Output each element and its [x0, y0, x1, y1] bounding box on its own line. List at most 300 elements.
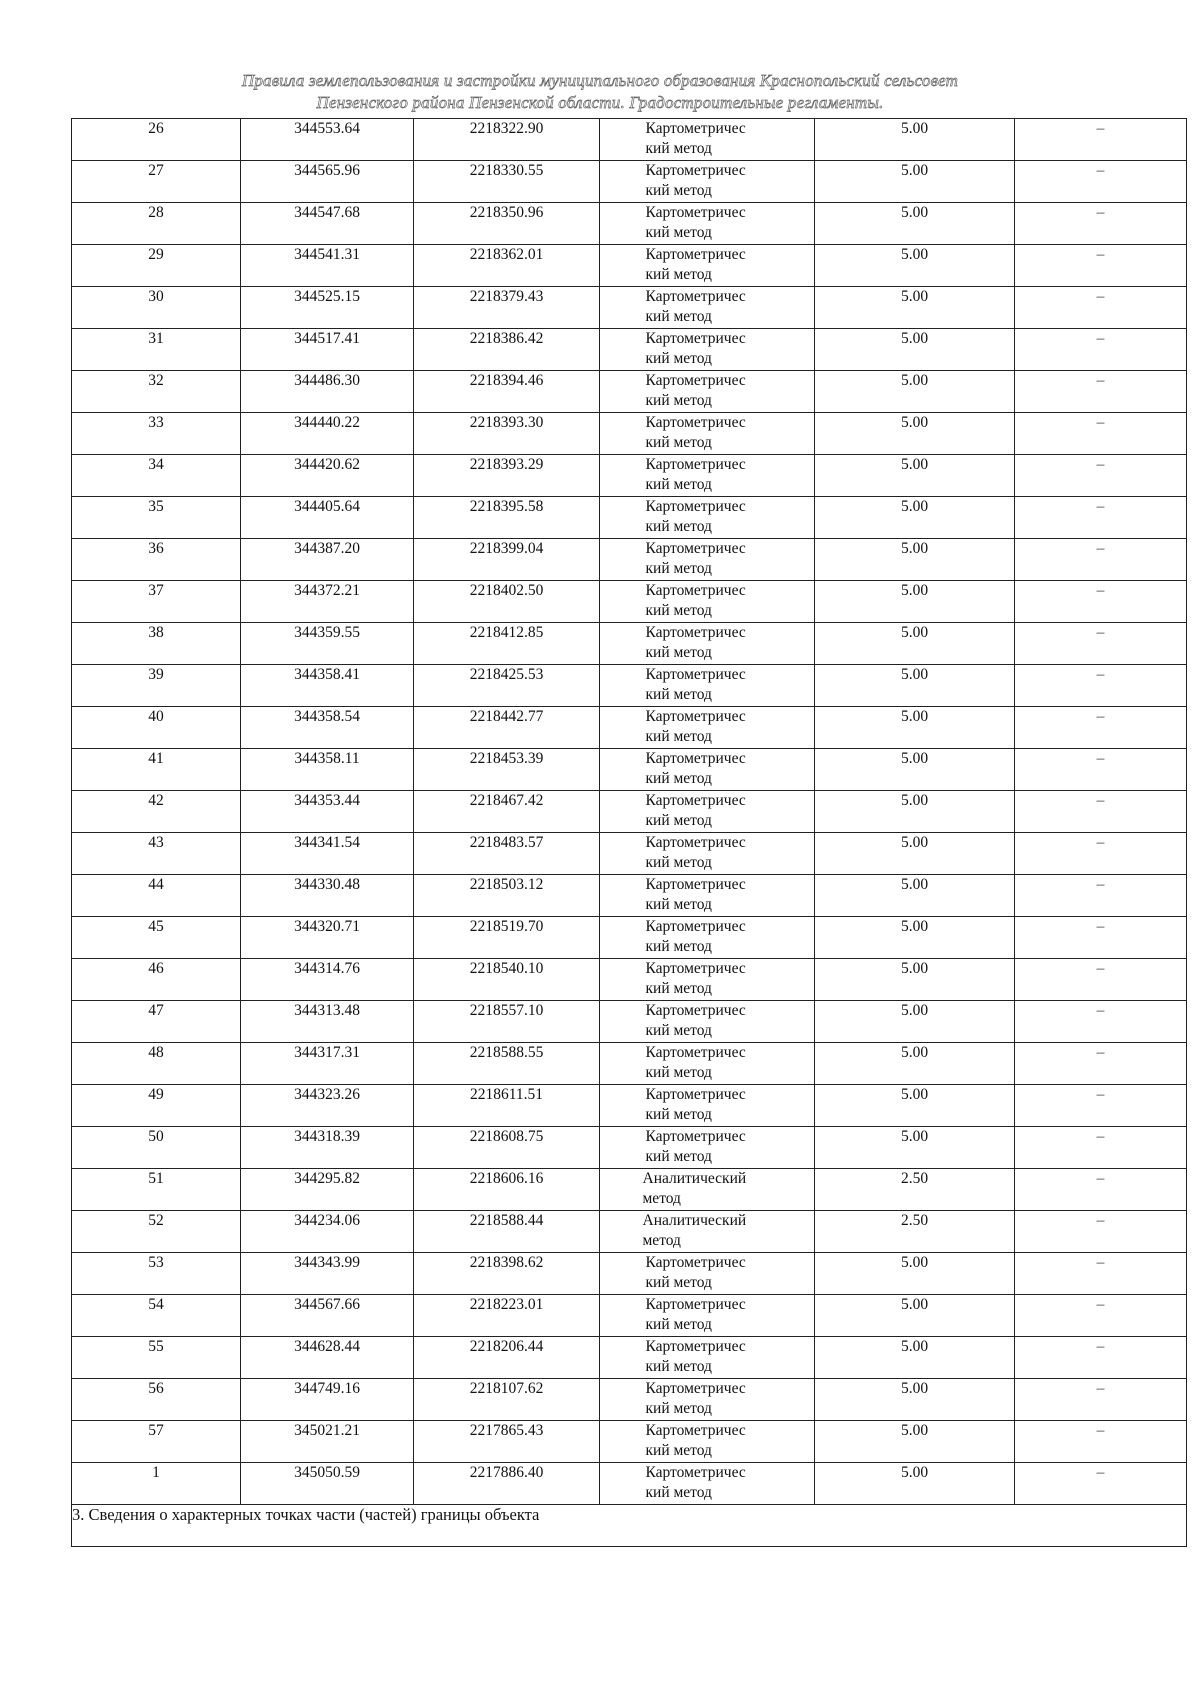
point-number-cell: 55	[72, 1337, 241, 1379]
method-line-2: кий метод	[645, 1400, 712, 1417]
point-number-cell: 46	[72, 959, 241, 1001]
y-coordinate-cell: 2217865.43	[414, 1421, 600, 1463]
y-coordinate-cell: 2218606.16	[414, 1169, 600, 1211]
method-line-1: Картометричес	[645, 456, 746, 473]
description-cell: –	[1015, 1295, 1187, 1337]
description-cell: –	[1015, 1043, 1187, 1085]
y-coordinate-cell: 2218393.30	[414, 413, 600, 455]
point-number-cell: 40	[72, 707, 241, 749]
accuracy-cell: 5.00	[815, 665, 1015, 707]
x-coordinate-cell: 344628.44	[241, 1337, 414, 1379]
table-row	[72, 1379, 1187, 1421]
accuracy-cell: 5.00	[815, 1379, 1015, 1421]
method-line-2: кий метод	[645, 1358, 712, 1375]
x-coordinate-cell: 344341.54	[241, 833, 414, 875]
accuracy-cell: 5.00	[815, 1253, 1015, 1295]
point-number-cell: 31	[72, 329, 241, 371]
table-row	[72, 203, 1187, 245]
method-line-2: кий метод	[645, 434, 712, 451]
method-cell	[600, 1211, 815, 1253]
method-line-1: Картометричес	[645, 246, 746, 263]
description-cell: –	[1015, 371, 1187, 413]
accuracy-cell: 5.00	[815, 1421, 1015, 1463]
point-number-cell: 53	[72, 1253, 241, 1295]
y-coordinate-cell: 2218467.42	[414, 791, 600, 833]
point-number-cell: 32	[72, 371, 241, 413]
table-row	[72, 161, 1187, 203]
x-coordinate-cell: 344525.15	[241, 287, 414, 329]
method-cell	[600, 1253, 815, 1295]
x-coordinate-cell: 344567.66	[241, 1295, 414, 1337]
x-coordinate-cell: 344565.96	[241, 161, 414, 203]
method-cell	[600, 1001, 815, 1043]
point-number-cell: 33	[72, 413, 241, 455]
description-cell: –	[1015, 1127, 1187, 1169]
method-cell	[600, 1295, 815, 1337]
method-line-1: Картометричес	[645, 834, 746, 851]
description-cell: –	[1015, 1001, 1187, 1043]
y-coordinate-cell: 2218379.43	[414, 287, 600, 329]
method-line-1: Картометричес	[645, 498, 746, 515]
description-cell: –	[1015, 1337, 1187, 1379]
description-cell: –	[1015, 833, 1187, 875]
coordinates-table-body	[72, 119, 1187, 1505]
description-cell: –	[1015, 791, 1187, 833]
method-line-2: кий метод	[645, 1316, 712, 1333]
method-cell	[600, 749, 815, 791]
accuracy-cell: 5.00	[815, 1001, 1015, 1043]
method-cell	[600, 1127, 815, 1169]
y-coordinate-cell: 2218386.42	[414, 329, 600, 371]
y-coordinate-cell: 2218503.12	[414, 875, 600, 917]
method-line-1: Картометричес	[645, 582, 746, 599]
accuracy-cell: 2.50	[815, 1211, 1015, 1253]
description-cell: –	[1015, 707, 1187, 749]
method-line-2: метод	[642, 1232, 681, 1249]
method-line-2: кий метод	[645, 812, 712, 829]
method-line-1: Картометричес	[645, 876, 746, 893]
table-row	[72, 707, 1187, 749]
point-number-cell: 47	[72, 1001, 241, 1043]
description-cell: –	[1015, 1463, 1187, 1505]
method-line-2: кий метод	[645, 602, 712, 619]
method-line-1: Картометричес	[645, 540, 746, 557]
y-coordinate-cell: 2218206.44	[414, 1337, 600, 1379]
table-row	[72, 119, 1187, 161]
method-line-2: кий метод	[645, 938, 712, 955]
y-coordinate-cell: 2218393.29	[414, 455, 600, 497]
y-coordinate-cell: 2218223.01	[414, 1295, 600, 1337]
method-line-1: Картометричес	[645, 1086, 746, 1103]
table-row	[72, 833, 1187, 875]
method-line-1: Аналитический	[642, 1212, 747, 1229]
accuracy-cell: 5.00	[815, 413, 1015, 455]
table-row	[72, 1001, 1187, 1043]
table-row	[72, 1211, 1187, 1253]
method-line-2: кий метод	[645, 560, 712, 577]
method-line-1: Картометричес	[645, 1464, 746, 1481]
method-line-2: кий метод	[645, 644, 712, 661]
table-row	[72, 413, 1187, 455]
y-coordinate-cell: 2218540.10	[414, 959, 600, 1001]
method-cell	[600, 707, 815, 749]
description-cell: –	[1015, 1379, 1187, 1421]
point-number-cell: 42	[72, 791, 241, 833]
description-cell: –	[1015, 203, 1187, 245]
method-line-2: кий метод	[645, 266, 712, 283]
method-line-1: Картометричес	[645, 162, 746, 179]
table-row	[72, 1253, 1187, 1295]
y-coordinate-cell: 2218519.70	[414, 917, 600, 959]
accuracy-cell: 5.00	[815, 539, 1015, 581]
point-number-cell: 28	[72, 203, 241, 245]
accuracy-cell: 5.00	[815, 287, 1015, 329]
method-cell	[600, 1085, 815, 1127]
method-line-1: Картометричес	[645, 1128, 746, 1145]
y-coordinate-cell: 2218399.04	[414, 539, 600, 581]
method-cell	[600, 1421, 815, 1463]
point-number-cell: 27	[72, 161, 241, 203]
table-row	[72, 959, 1187, 1001]
method-line-2: кий метод	[645, 728, 712, 745]
accuracy-cell: 5.00	[815, 581, 1015, 623]
point-number-cell: 52	[72, 1211, 241, 1253]
point-number-cell: 45	[72, 917, 241, 959]
method-line-1: Картометричес	[645, 1002, 746, 1019]
method-line-2: кий метод	[645, 686, 712, 703]
method-line-2: кий метод	[645, 518, 712, 535]
method-line-2: кий метод	[645, 770, 712, 787]
x-coordinate-cell: 344541.31	[241, 245, 414, 287]
method-cell	[600, 1337, 815, 1379]
method-cell	[600, 623, 815, 665]
method-line-2: кий метод	[645, 308, 712, 325]
y-coordinate-cell: 2218483.57	[414, 833, 600, 875]
method-cell	[600, 497, 815, 539]
method-line-2: кий метод	[645, 392, 712, 409]
method-cell	[600, 161, 815, 203]
point-number-cell: 29	[72, 245, 241, 287]
method-line-1: Картометричес	[645, 1380, 746, 1397]
x-coordinate-cell: 344387.20	[241, 539, 414, 581]
method-line-1: Картометричес	[645, 1044, 746, 1061]
accuracy-cell: 5.00	[815, 455, 1015, 497]
method-cell	[600, 665, 815, 707]
accuracy-cell: 5.00	[815, 1043, 1015, 1085]
table-row	[72, 917, 1187, 959]
point-number-cell: 54	[72, 1295, 241, 1337]
y-coordinate-cell: 2218442.77	[414, 707, 600, 749]
method-cell	[600, 245, 815, 287]
y-coordinate-cell: 2218588.44	[414, 1211, 600, 1253]
method-line-2: кий метод	[645, 1274, 712, 1291]
point-number-cell: 49	[72, 1085, 241, 1127]
description-cell: –	[1015, 1169, 1187, 1211]
y-coordinate-cell: 2218107.62	[414, 1379, 600, 1421]
table-row	[72, 749, 1187, 791]
method-line-1: Картометричес	[645, 330, 746, 347]
y-coordinate-cell: 2218608.75	[414, 1127, 600, 1169]
table-row	[72, 329, 1187, 371]
y-coordinate-cell: 2217886.40	[414, 1463, 600, 1505]
method-line-1: Картометричес	[645, 1254, 746, 1271]
table-row	[72, 665, 1187, 707]
x-coordinate-cell: 344517.41	[241, 329, 414, 371]
method-cell	[600, 329, 815, 371]
method-line-2: метод	[642, 1190, 681, 1207]
method-cell	[600, 917, 815, 959]
method-line-1: Картометричес	[645, 414, 746, 431]
page-header	[160, 70, 1040, 114]
method-cell	[600, 119, 815, 161]
y-coordinate-cell: 2218453.39	[414, 749, 600, 791]
method-cell	[600, 875, 815, 917]
header-line-1: Правила землепользования и застройки муниципального образования Краснопольский сельсовет	[241, 71, 959, 90]
x-coordinate-cell: 344330.48	[241, 875, 414, 917]
description-cell: –	[1015, 413, 1187, 455]
method-line-1: Картометричес	[645, 204, 746, 221]
method-cell	[600, 1043, 815, 1085]
coordinates-table	[71, 118, 1187, 1547]
x-coordinate-cell: 344547.68	[241, 203, 414, 245]
y-coordinate-cell: 2218350.96	[414, 203, 600, 245]
method-line-1: Картометричес	[645, 792, 746, 809]
x-coordinate-cell: 344359.55	[241, 623, 414, 665]
table-row	[72, 623, 1187, 665]
point-number-cell: 26	[72, 119, 241, 161]
y-coordinate-cell: 2218611.51	[414, 1085, 600, 1127]
method-line-2: кий метод	[645, 1064, 712, 1081]
method-line-1: Картометричес	[645, 1338, 746, 1355]
table-row	[72, 455, 1187, 497]
method-cell	[600, 1379, 815, 1421]
accuracy-cell: 5.00	[815, 917, 1015, 959]
x-coordinate-cell: 344343.99	[241, 1253, 414, 1295]
method-line-1: Картометричес	[645, 624, 746, 641]
x-coordinate-cell: 344358.41	[241, 665, 414, 707]
accuracy-cell: 5.00	[815, 1295, 1015, 1337]
method-line-2: кий метод	[645, 476, 712, 493]
table-row	[72, 581, 1187, 623]
description-cell: –	[1015, 539, 1187, 581]
accuracy-cell: 5.00	[815, 833, 1015, 875]
method-cell	[600, 959, 815, 1001]
x-coordinate-cell: 344234.06	[241, 1211, 414, 1253]
accuracy-cell: 5.00	[815, 329, 1015, 371]
x-coordinate-cell: 344440.22	[241, 413, 414, 455]
x-coordinate-cell: 344749.16	[241, 1379, 414, 1421]
point-number-cell: 43	[72, 833, 241, 875]
method-cell	[600, 455, 815, 497]
method-cell	[600, 581, 815, 623]
y-coordinate-cell: 2218395.58	[414, 497, 600, 539]
method-cell	[600, 203, 815, 245]
x-coordinate-cell: 344486.30	[241, 371, 414, 413]
description-cell: –	[1015, 1085, 1187, 1127]
x-coordinate-cell: 344420.62	[241, 455, 414, 497]
y-coordinate-cell: 2218402.50	[414, 581, 600, 623]
accuracy-cell: 5.00	[815, 875, 1015, 917]
method-line-1: Картометричес	[645, 288, 746, 305]
method-line-2: кий метод	[645, 896, 712, 913]
method-line-2: кий метод	[645, 182, 712, 199]
description-cell: –	[1015, 161, 1187, 203]
method-line-1: Картометричес	[645, 1296, 746, 1313]
description-cell: –	[1015, 1253, 1187, 1295]
method-line-2: кий метод	[645, 1484, 712, 1501]
y-coordinate-cell: 2218362.01	[414, 245, 600, 287]
x-coordinate-cell: 344323.26	[241, 1085, 414, 1127]
accuracy-cell: 5.00	[815, 119, 1015, 161]
x-coordinate-cell: 344317.31	[241, 1043, 414, 1085]
description-cell: –	[1015, 1421, 1187, 1463]
method-line-1: Картометричес	[645, 1422, 746, 1439]
method-line-2: кий метод	[645, 980, 712, 997]
method-line-1: Картометричес	[645, 372, 746, 389]
x-coordinate-cell: 344353.44	[241, 791, 414, 833]
method-line-2: кий метод	[645, 854, 712, 871]
description-cell: –	[1015, 875, 1187, 917]
method-cell	[600, 833, 815, 875]
description-cell: –	[1015, 497, 1187, 539]
accuracy-cell: 5.00	[815, 161, 1015, 203]
method-line-1: Картометричес	[645, 666, 746, 683]
method-line-1: Картометричес	[645, 750, 746, 767]
table-row	[72, 287, 1187, 329]
method-line-2: кий метод	[645, 1148, 712, 1165]
table-row	[72, 791, 1187, 833]
y-coordinate-cell: 2218394.46	[414, 371, 600, 413]
x-coordinate-cell: 344358.11	[241, 749, 414, 791]
x-coordinate-cell: 344358.54	[241, 707, 414, 749]
x-coordinate-cell: 344314.76	[241, 959, 414, 1001]
method-line-2: кий метод	[645, 140, 712, 157]
method-line-1: Картометричес	[645, 918, 746, 935]
accuracy-cell: 5.00	[815, 1337, 1015, 1379]
y-coordinate-cell: 2218588.55	[414, 1043, 600, 1085]
table-row	[72, 1337, 1187, 1379]
x-coordinate-cell: 344318.39	[241, 1127, 414, 1169]
point-number-cell: 34	[72, 455, 241, 497]
description-cell: –	[1015, 245, 1187, 287]
section-row	[72, 1505, 1187, 1547]
description-cell: –	[1015, 329, 1187, 371]
x-coordinate-cell: 344553.64	[241, 119, 414, 161]
point-number-cell: 35	[72, 497, 241, 539]
description-cell: –	[1015, 287, 1187, 329]
accuracy-cell: 2.50	[815, 1169, 1015, 1211]
point-number-cell: 48	[72, 1043, 241, 1085]
table-row	[72, 1085, 1187, 1127]
point-number-cell: 36	[72, 539, 241, 581]
point-number-cell: 51	[72, 1169, 241, 1211]
header-line-2: Пензенского района Пензенской области. Градостроительные регламенты.	[316, 93, 884, 112]
point-number-cell: 38	[72, 623, 241, 665]
method-line-1: Картометричес	[645, 120, 746, 137]
method-cell	[600, 791, 815, 833]
y-coordinate-cell: 2218412.85	[414, 623, 600, 665]
table-row	[72, 875, 1187, 917]
point-number-cell: 57	[72, 1421, 241, 1463]
description-cell: –	[1015, 917, 1187, 959]
method-line-1: Картометричес	[645, 708, 746, 725]
x-coordinate-cell: 345021.21	[241, 1421, 414, 1463]
x-coordinate-cell: 344405.64	[241, 497, 414, 539]
description-cell: –	[1015, 119, 1187, 161]
method-line-2: кий метод	[645, 1442, 712, 1459]
description-cell: –	[1015, 581, 1187, 623]
method-line-2: кий метод	[645, 224, 712, 241]
point-number-cell: 30	[72, 287, 241, 329]
section-title: 3. Сведения о характерных точках части (частей) границы объекта	[72, 1505, 1187, 1547]
description-cell: –	[1015, 623, 1187, 665]
table-row	[72, 1043, 1187, 1085]
x-coordinate-cell: 344320.71	[241, 917, 414, 959]
accuracy-cell: 5.00	[815, 707, 1015, 749]
description-cell: –	[1015, 1211, 1187, 1253]
y-coordinate-cell: 2218557.10	[414, 1001, 600, 1043]
description-cell: –	[1015, 749, 1187, 791]
accuracy-cell: 5.00	[815, 1463, 1015, 1505]
point-number-cell: 1	[72, 1463, 241, 1505]
accuracy-cell: 5.00	[815, 959, 1015, 1001]
point-number-cell: 50	[72, 1127, 241, 1169]
accuracy-cell: 5.00	[815, 497, 1015, 539]
accuracy-cell: 5.00	[815, 203, 1015, 245]
x-coordinate-cell: 344372.21	[241, 581, 414, 623]
method-cell	[600, 287, 815, 329]
x-coordinate-cell: 345050.59	[241, 1463, 414, 1505]
x-coordinate-cell: 344313.48	[241, 1001, 414, 1043]
point-number-cell: 37	[72, 581, 241, 623]
table-row	[72, 1127, 1187, 1169]
accuracy-cell: 5.00	[815, 1085, 1015, 1127]
accuracy-cell: 5.00	[815, 623, 1015, 665]
y-coordinate-cell: 2218425.53	[414, 665, 600, 707]
table-row	[72, 1169, 1187, 1211]
y-coordinate-cell: 2218330.55	[414, 161, 600, 203]
x-coordinate-cell: 344295.82	[241, 1169, 414, 1211]
description-cell: –	[1015, 455, 1187, 497]
table-row	[72, 1295, 1187, 1337]
method-line-1: Аналитический	[642, 1170, 747, 1187]
point-number-cell: 56	[72, 1379, 241, 1421]
method-cell	[600, 1463, 815, 1505]
method-cell	[600, 413, 815, 455]
method-line-2: кий метод	[645, 1022, 712, 1039]
method-line-1: Картометричес	[645, 960, 746, 977]
method-cell	[600, 371, 815, 413]
accuracy-cell: 5.00	[815, 749, 1015, 791]
description-cell: –	[1015, 959, 1187, 1001]
table-row	[72, 371, 1187, 413]
description-cell: –	[1015, 665, 1187, 707]
y-coordinate-cell: 2218322.90	[414, 119, 600, 161]
accuracy-cell: 5.00	[815, 1127, 1015, 1169]
accuracy-cell: 5.00	[815, 371, 1015, 413]
point-number-cell: 44	[72, 875, 241, 917]
method-cell	[600, 539, 815, 581]
point-number-cell: 41	[72, 749, 241, 791]
table-row	[72, 1463, 1187, 1505]
accuracy-cell: 5.00	[815, 245, 1015, 287]
y-coordinate-cell: 2218398.62	[414, 1253, 600, 1295]
method-line-2: кий метод	[645, 1106, 712, 1123]
table-row	[72, 1421, 1187, 1463]
method-cell	[600, 1169, 815, 1211]
accuracy-cell: 5.00	[815, 791, 1015, 833]
point-number-cell: 39	[72, 665, 241, 707]
